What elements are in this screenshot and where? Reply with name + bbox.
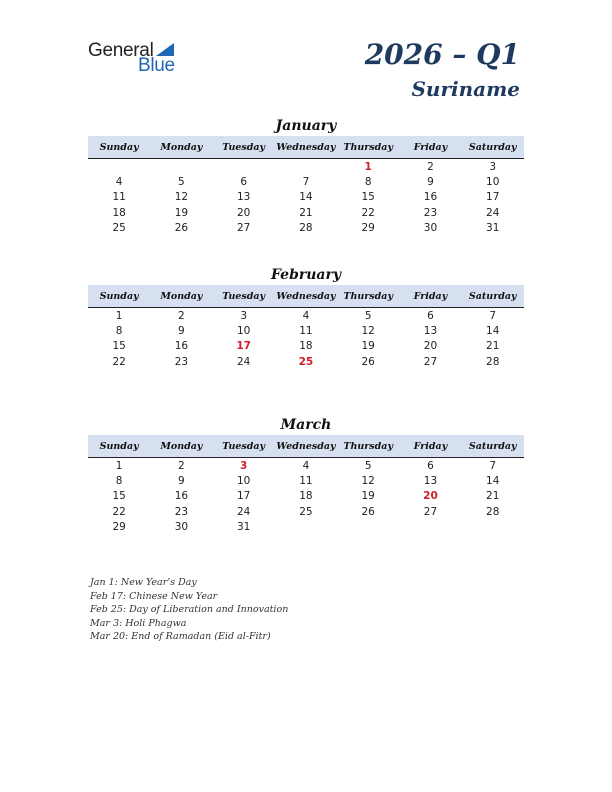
day-cell: 8 bbox=[115, 474, 123, 487]
day-cell: 26 bbox=[361, 505, 375, 518]
weekday-label: Saturday bbox=[468, 290, 517, 302]
day-cell: 10 bbox=[236, 324, 251, 337]
holiday-day-cell: 3 bbox=[240, 459, 248, 472]
day-cell: 11 bbox=[299, 474, 313, 487]
day-cell: 2 bbox=[178, 459, 185, 472]
day-cell: 7 bbox=[489, 459, 497, 472]
day-cell: 30 bbox=[174, 520, 189, 533]
day-cell: 4 bbox=[302, 459, 310, 472]
day-cell: 23 bbox=[174, 355, 189, 368]
day-cell: 23 bbox=[174, 505, 189, 518]
month-name: February bbox=[270, 267, 341, 283]
day-cell: 12 bbox=[361, 324, 375, 337]
day-cell: 21 bbox=[486, 340, 500, 353]
day-cell: 31 bbox=[486, 221, 500, 234]
country-subtitle: Suriname bbox=[411, 77, 520, 101]
day-cell: 18 bbox=[299, 490, 313, 503]
day-cell: 28 bbox=[486, 505, 500, 518]
holiday-note: Feb 25: Day of Liberation and Innovation bbox=[90, 604, 289, 616]
day-cell: 2 bbox=[178, 309, 185, 322]
day-cell: 20 bbox=[236, 206, 251, 219]
week-row bbox=[88, 159, 524, 174]
holiday-day-cell: 20 bbox=[423, 490, 438, 503]
weekday-label: Wednesday bbox=[276, 290, 336, 302]
weekday-label: Saturday bbox=[468, 141, 517, 153]
day-cell: 3 bbox=[489, 160, 497, 173]
day-cell: 5 bbox=[364, 459, 372, 472]
day-cell: 16 bbox=[423, 191, 438, 204]
week-row bbox=[88, 323, 524, 338]
day-cell: 15 bbox=[112, 490, 126, 503]
day-cell: 28 bbox=[486, 355, 500, 368]
day-cell: 6 bbox=[427, 459, 434, 472]
weekday-label: Friday bbox=[413, 141, 448, 153]
week-row bbox=[88, 489, 524, 504]
day-cell: 7 bbox=[302, 175, 310, 188]
week-row bbox=[88, 354, 524, 369]
weekday-label: Monday bbox=[160, 141, 203, 153]
day-cell: 14 bbox=[299, 191, 313, 204]
weekday-label: Thursday bbox=[343, 141, 393, 153]
day-cell: 26 bbox=[361, 355, 375, 368]
day-cell: 28 bbox=[299, 221, 313, 234]
day-cell: 26 bbox=[174, 221, 189, 234]
week-row bbox=[88, 458, 524, 473]
page-title: 2026 – Q1 bbox=[364, 38, 520, 71]
day-cell: 19 bbox=[174, 206, 189, 219]
week-row bbox=[88, 339, 524, 354]
day-cell: 10 bbox=[236, 474, 251, 487]
day-cell: 16 bbox=[174, 340, 189, 353]
weekday-header bbox=[88, 136, 524, 159]
day-cell: 24 bbox=[236, 355, 251, 368]
month-name: March bbox=[280, 417, 332, 433]
weekday-label: Tuesday bbox=[222, 141, 266, 153]
day-cell: 15 bbox=[361, 191, 375, 204]
day-cell: 21 bbox=[486, 490, 500, 503]
day-cell: 7 bbox=[489, 309, 497, 322]
day-cell: 27 bbox=[236, 221, 251, 234]
day-cell: 8 bbox=[364, 175, 372, 188]
day-cell: 6 bbox=[240, 175, 247, 188]
logo bbox=[88, 40, 188, 80]
day-cell: 30 bbox=[423, 221, 438, 234]
holiday-notes bbox=[90, 576, 288, 644]
day-cell: 1 bbox=[115, 459, 123, 472]
weekday-label: Wednesday bbox=[276, 440, 336, 452]
day-cell: 8 bbox=[115, 324, 123, 337]
logo-general-text: General bbox=[88, 40, 154, 61]
day-cell: 10 bbox=[486, 175, 500, 188]
day-cell: 12 bbox=[361, 474, 375, 487]
weekday-label: Monday bbox=[160, 290, 203, 302]
day-cell: 23 bbox=[423, 206, 438, 219]
holiday-note: Mar 3: Holi Phagwa bbox=[90, 617, 187, 629]
day-cell: 11 bbox=[112, 191, 126, 204]
day-cell: 24 bbox=[236, 505, 251, 518]
day-cell: 24 bbox=[486, 206, 500, 219]
day-cell: 4 bbox=[115, 175, 123, 188]
day-cell: 16 bbox=[174, 490, 189, 503]
day-cell: 15 bbox=[112, 340, 126, 353]
weekday-label: Tuesday bbox=[222, 290, 266, 302]
week-row bbox=[88, 519, 524, 534]
day-cell: 13 bbox=[423, 474, 438, 487]
day-cell: 18 bbox=[112, 206, 126, 219]
day-cell: 14 bbox=[486, 324, 500, 337]
day-cell: 12 bbox=[174, 191, 189, 204]
week-row bbox=[88, 504, 524, 519]
day-cell: 31 bbox=[236, 520, 251, 533]
day-cell: 4 bbox=[302, 309, 310, 322]
week-row bbox=[88, 220, 524, 235]
day-cell: 13 bbox=[236, 191, 251, 204]
day-cell: 22 bbox=[112, 505, 126, 518]
day-cell: 9 bbox=[427, 175, 434, 188]
day-cell: 17 bbox=[236, 490, 251, 503]
logo-blue-text: Blue bbox=[138, 55, 175, 76]
week-row bbox=[88, 190, 524, 205]
weekday-label: Saturday bbox=[468, 440, 517, 452]
holiday-note: Jan 1: New Year’s Day bbox=[90, 577, 197, 588]
weekday-header bbox=[88, 285, 524, 308]
day-cell: 5 bbox=[178, 175, 185, 188]
month-february bbox=[88, 265, 524, 369]
day-cell: 17 bbox=[486, 191, 500, 204]
weekday-label: Friday bbox=[413, 440, 448, 452]
day-cell: 25 bbox=[299, 505, 313, 518]
day-cell: 1 bbox=[115, 309, 123, 322]
holiday-note: Feb 17: Chinese New Year bbox=[90, 590, 218, 602]
day-cell: 2 bbox=[427, 160, 434, 173]
holiday-day-cell: 17 bbox=[236, 340, 251, 353]
month-march bbox=[88, 415, 524, 534]
day-cell: 19 bbox=[361, 490, 375, 503]
day-cell: 22 bbox=[361, 206, 375, 219]
holiday-day-cell: 25 bbox=[298, 355, 314, 368]
day-cell: 9 bbox=[178, 324, 185, 337]
weekday-label: Sunday bbox=[99, 440, 139, 452]
holiday-note: Mar 20: End of Ramadan (Eid al-Fitr) bbox=[90, 631, 271, 643]
day-cell: 6 bbox=[427, 309, 434, 322]
day-cell: 21 bbox=[299, 206, 313, 219]
day-cell: 3 bbox=[240, 309, 247, 322]
week-row bbox=[88, 308, 524, 323]
weekday-label: Thursday bbox=[343, 440, 393, 452]
weekday-label: Friday bbox=[413, 290, 448, 302]
day-cell: 18 bbox=[299, 340, 313, 353]
day-cell: 29 bbox=[361, 221, 375, 234]
weekday-label: Sunday bbox=[99, 141, 139, 153]
day-cell: 20 bbox=[423, 340, 438, 353]
day-cell: 25 bbox=[112, 221, 126, 234]
weekday-label: Wednesday bbox=[276, 141, 336, 153]
week-row bbox=[88, 174, 524, 189]
weekday-label: Sunday bbox=[99, 290, 139, 302]
weekday-label: Monday bbox=[160, 440, 203, 452]
month-january bbox=[88, 116, 524, 235]
day-cell: 5 bbox=[364, 309, 372, 322]
weekday-label: Thursday bbox=[343, 290, 393, 302]
day-cell: 13 bbox=[423, 324, 438, 337]
weekday-label: Tuesday bbox=[222, 440, 266, 452]
week-row bbox=[88, 473, 524, 488]
day-cell: 19 bbox=[361, 340, 375, 353]
month-name: January bbox=[275, 118, 337, 134]
day-cell: 14 bbox=[486, 474, 500, 487]
day-cell: 27 bbox=[423, 355, 438, 368]
day-cell: 22 bbox=[112, 355, 126, 368]
day-cell: 11 bbox=[299, 324, 313, 337]
day-cell: 29 bbox=[112, 520, 126, 533]
day-cell: 27 bbox=[423, 505, 438, 518]
day-cell: 9 bbox=[178, 474, 185, 487]
holiday-day-cell: 1 bbox=[364, 160, 372, 173]
week-row bbox=[88, 205, 524, 220]
weekday-header bbox=[88, 435, 524, 458]
